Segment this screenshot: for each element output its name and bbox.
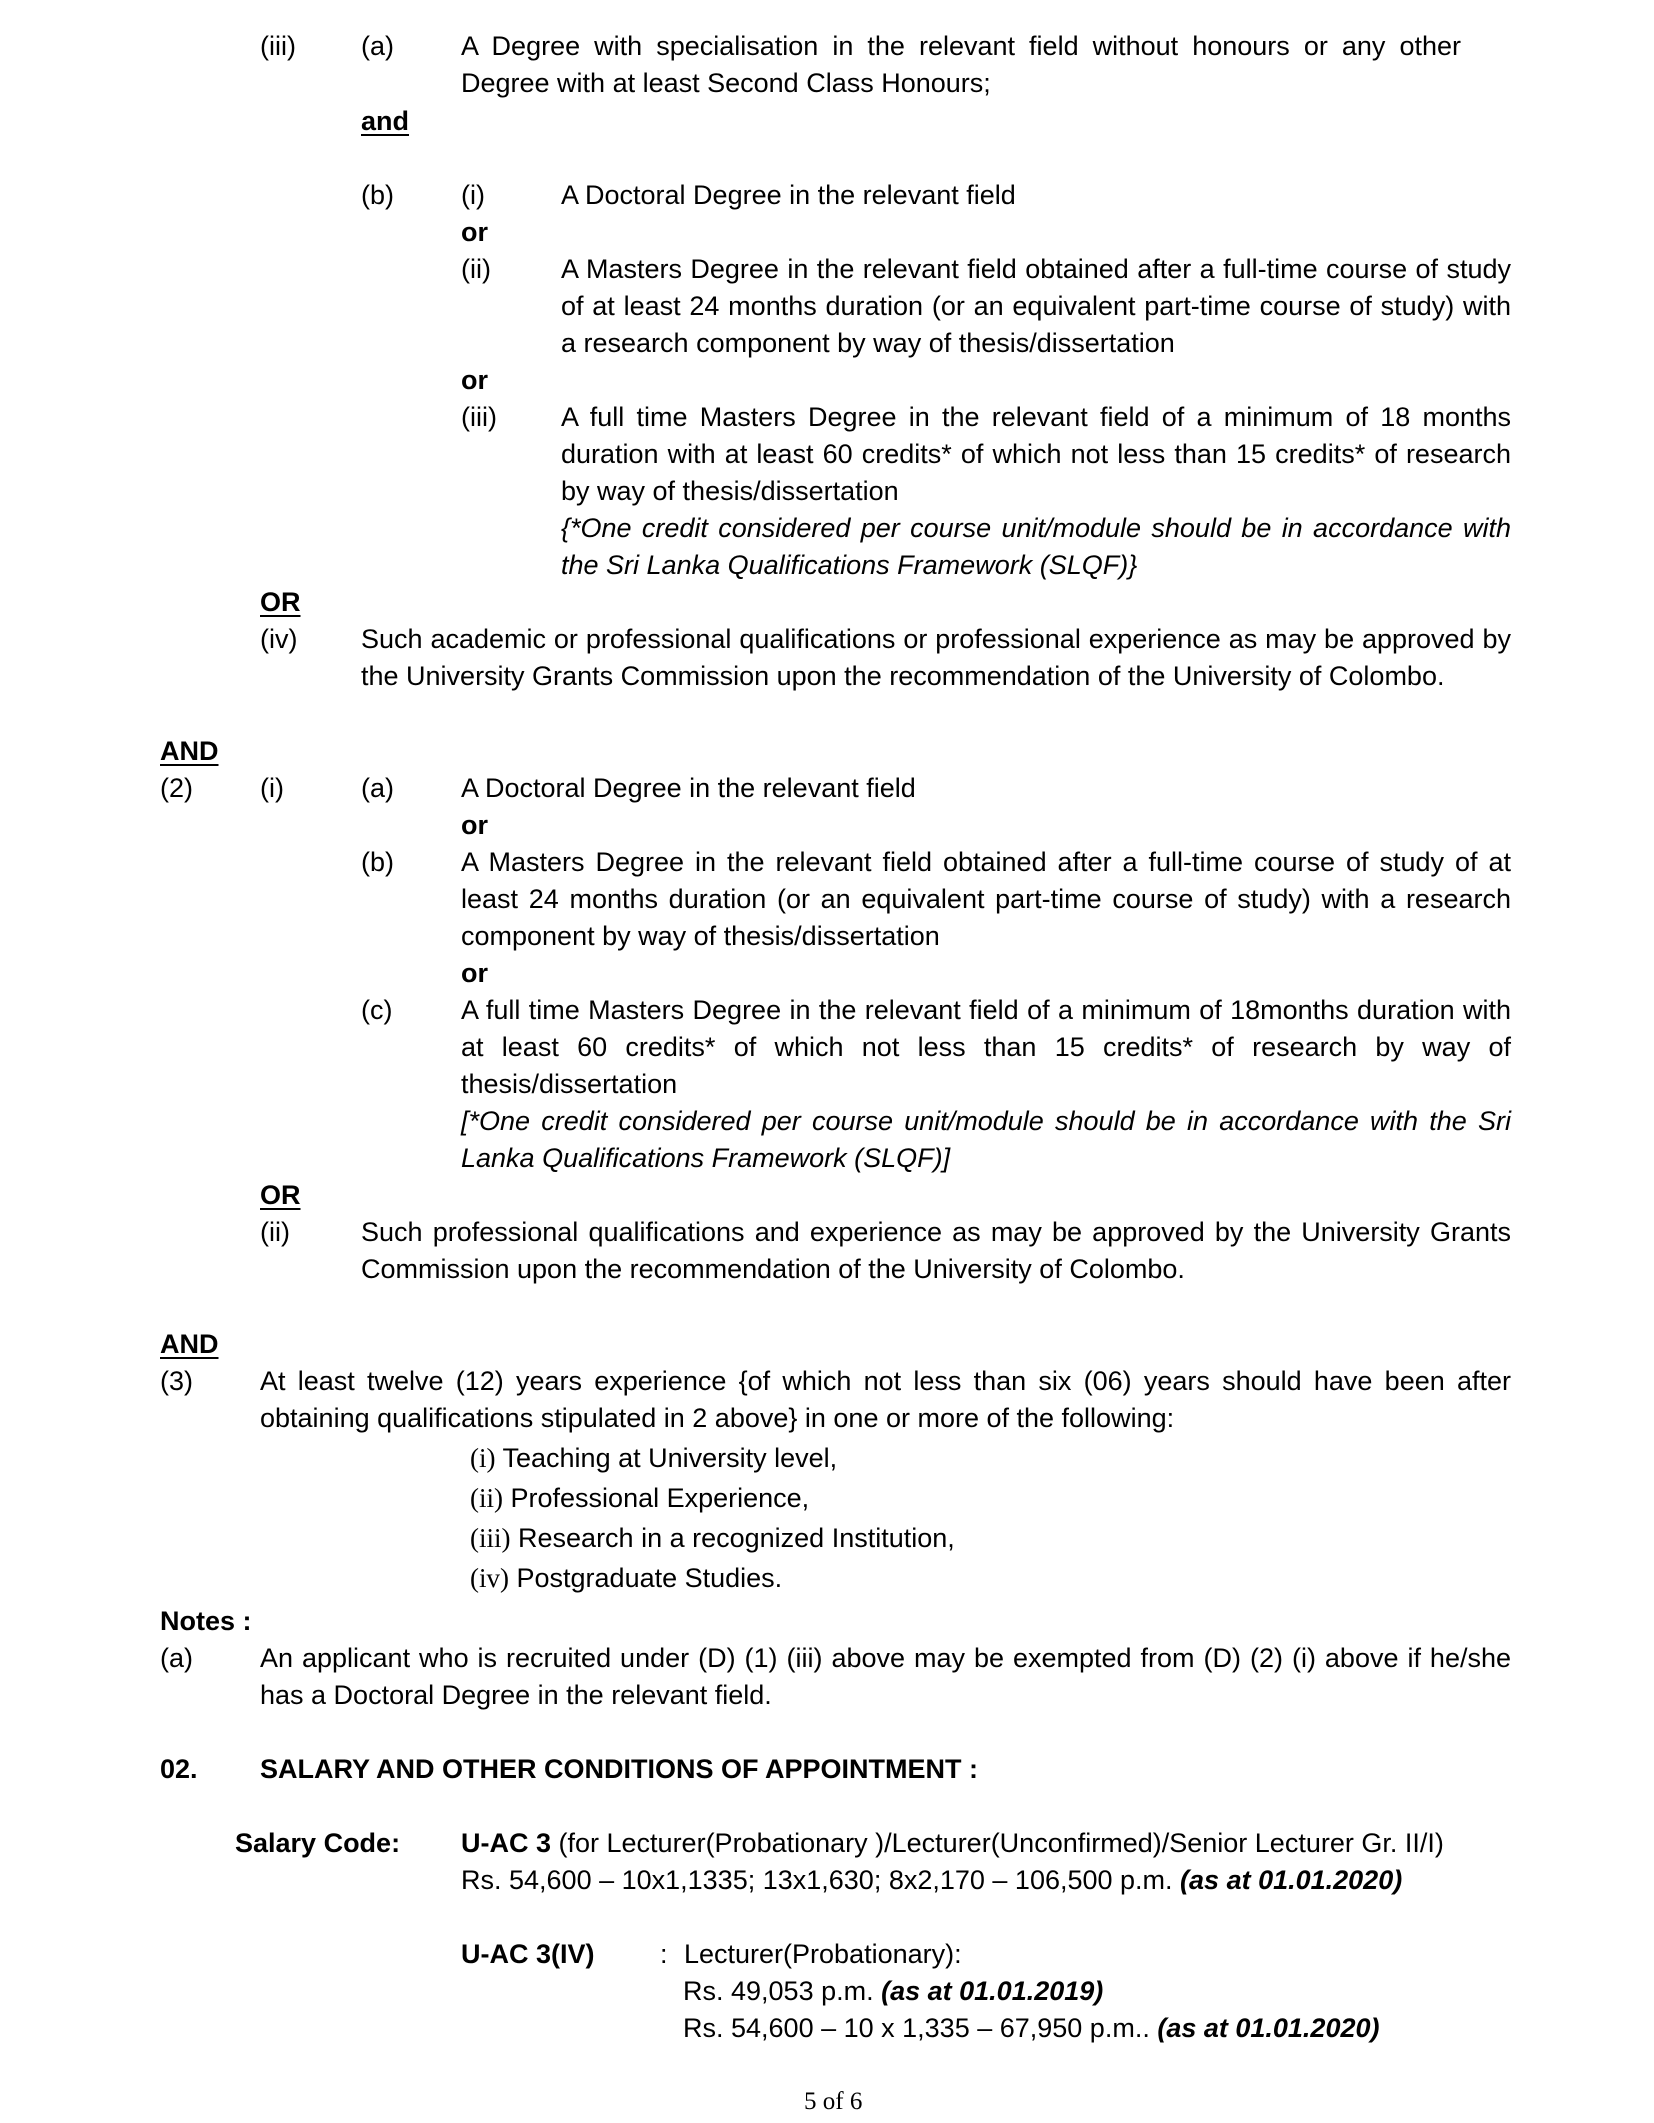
- credit-note: [*One credit considered per course unit/module should be in accordance with the Sri Lanka Qualifications Framework (SLQF)]: [461, 1106, 1511, 1173]
- credit-note: {*One credit considered per course unit/module should be in accordance with the Sri Lanka Qualifications Framework (SLQF)}: [561, 513, 1511, 580]
- experience-list-item: [470, 1560, 782, 1597]
- item-label-iv: (iv): [260, 624, 298, 654]
- connector-or: or: [461, 958, 488, 988]
- connector-and: and: [361, 106, 410, 136]
- notes-heading: Notes :: [160, 1606, 252, 1636]
- section-heading: SALARY AND OTHER CONDITIONS OF APPOINTMENT :: [260, 1754, 979, 1784]
- paragraph-iii-b-ii: A Masters Degree in the relevant field obtained after a full-time course of study of at least 24 months duration (or an equivalent part-time course of study) with a research component by way of thesis/dissertation: [561, 254, 1511, 358]
- paragraph-iv: Such academic or professional qualifications or professional experience as may be approved by the University Grants Commission upon the recommendation of the University of Colombo.: [361, 624, 1511, 691]
- note-paragraph-a: An applicant who is recruited under (D) (1) (iii) above may be exempted from (D) (2) (i) above if he/she has a Doctoral Degree in the relevant field.: [260, 1643, 1511, 1710]
- list-text: Postgraduate Studies.: [516, 1563, 783, 1593]
- salary-line-2019: Rs. 49,053 p.m. (as at 01.01.2019): [683, 1976, 1104, 2006]
- item-label-b: (b): [361, 180, 394, 210]
- note-label-a: (a): [160, 1643, 193, 1673]
- salary-code-label: Salary Code:: [235, 1828, 401, 1858]
- list-number: (i): [470, 1443, 496, 1473]
- paragraph-2-a: A Doctoral Degree in the relevant field: [461, 773, 916, 803]
- item-label-iii: (iii): [260, 31, 296, 61]
- paragraph-iii-a: A Degree with specialisation in the relevant field without honours or any other Degree with at least Second Class Honours;: [461, 31, 1461, 98]
- item-label-i: (i): [260, 773, 284, 803]
- section-number: 02.: [160, 1754, 198, 1784]
- salary-scale-uac3: Rs. 54,600 – 10x1,1335; 13x1,630; 8x2,170 – 106,500 p.m. (as at 01.01.2020): [461, 1865, 1403, 1895]
- connector-or: or: [461, 365, 488, 395]
- connector-and-upper: AND: [160, 736, 219, 766]
- experience-list-item: [470, 1440, 837, 1477]
- connector-and-upper: AND: [160, 1329, 219, 1359]
- connector-or-upper: OR: [260, 1180, 301, 1210]
- item-label-i: (i): [461, 180, 485, 210]
- section-label-2: (2): [160, 773, 193, 803]
- paragraph-2-b: A Masters Degree in the relevant field obtained after a full-time course of study of at least 24 months duration (or an equivalent part-time course of study) with a research component by way of thesis/dissertation: [461, 847, 1511, 951]
- section-label-3: (3): [160, 1366, 193, 1396]
- paragraph-3: At least twelve (12) years experience {of which not less than six (06) years should have been after obtaining qualifications stipulated in 2 above} in one or more of the following:: [260, 1366, 1511, 1433]
- salary-line-2020: Rs. 54,600 – 10 x 1,335 – 67,950 p.m.. (as at 01.01.2020): [683, 2013, 1380, 2043]
- connector-or: or: [461, 810, 488, 840]
- list-number: (iii): [470, 1523, 511, 1553]
- list-number: (ii): [470, 1483, 503, 1513]
- list-number: (iv): [470, 1563, 509, 1593]
- paragraph-iii-b-i: A Doctoral Degree in the relevant field: [561, 180, 1016, 210]
- item-label-b: (b): [361, 847, 394, 877]
- salary-code-uac3: U-AC 3 (for Lecturer(Probationary )/Lecturer(Unconfirmed)/Senior Lecturer Gr. II/I): [461, 1828, 1444, 1858]
- salary-desc-uac3iv: Lecturer(Probationary):: [684, 1939, 962, 1969]
- colon: :: [660, 1939, 668, 1969]
- item-label-ii: (ii): [461, 254, 491, 284]
- salary-code-uac3iv: U-AC 3(IV): [461, 1939, 595, 1969]
- paragraph-iii-b-iii: A full time Masters Degree in the relevant field of a minimum of 18 months duration with at least 60 credits* of which not less than 15 credits* of research by way of thesis/dissertation: [561, 402, 1511, 506]
- page-number: 5 of 6: [804, 2088, 863, 2115]
- list-text: Professional Experience,: [510, 1483, 810, 1513]
- list-text: Research in a recognized Institution,: [518, 1523, 955, 1553]
- list-text: Teaching at University level,: [502, 1443, 838, 1473]
- item-label-a: (a): [361, 773, 394, 803]
- item-label-a: (a): [361, 31, 394, 61]
- experience-list-item: [470, 1480, 809, 1517]
- connector-or: or: [461, 217, 488, 247]
- item-label-ii: (ii): [260, 1217, 290, 1247]
- item-label-c: (c): [361, 995, 393, 1025]
- item-label-iii: (iii): [461, 402, 497, 432]
- connector-or-upper: OR: [260, 587, 301, 617]
- paragraph-2-c: A full time Masters Degree in the relevant field of a minimum of 18months duration with at least 60 credits* of which not less than 15 credits* of research by way of thesis/dissertation: [461, 995, 1511, 1099]
- experience-list-item: [470, 1520, 955, 1557]
- paragraph-2-ii: Such professional qualifications and experience as may be approved by the University Grants Commission upon the recommendation of the University of Colombo.: [361, 1217, 1511, 1284]
